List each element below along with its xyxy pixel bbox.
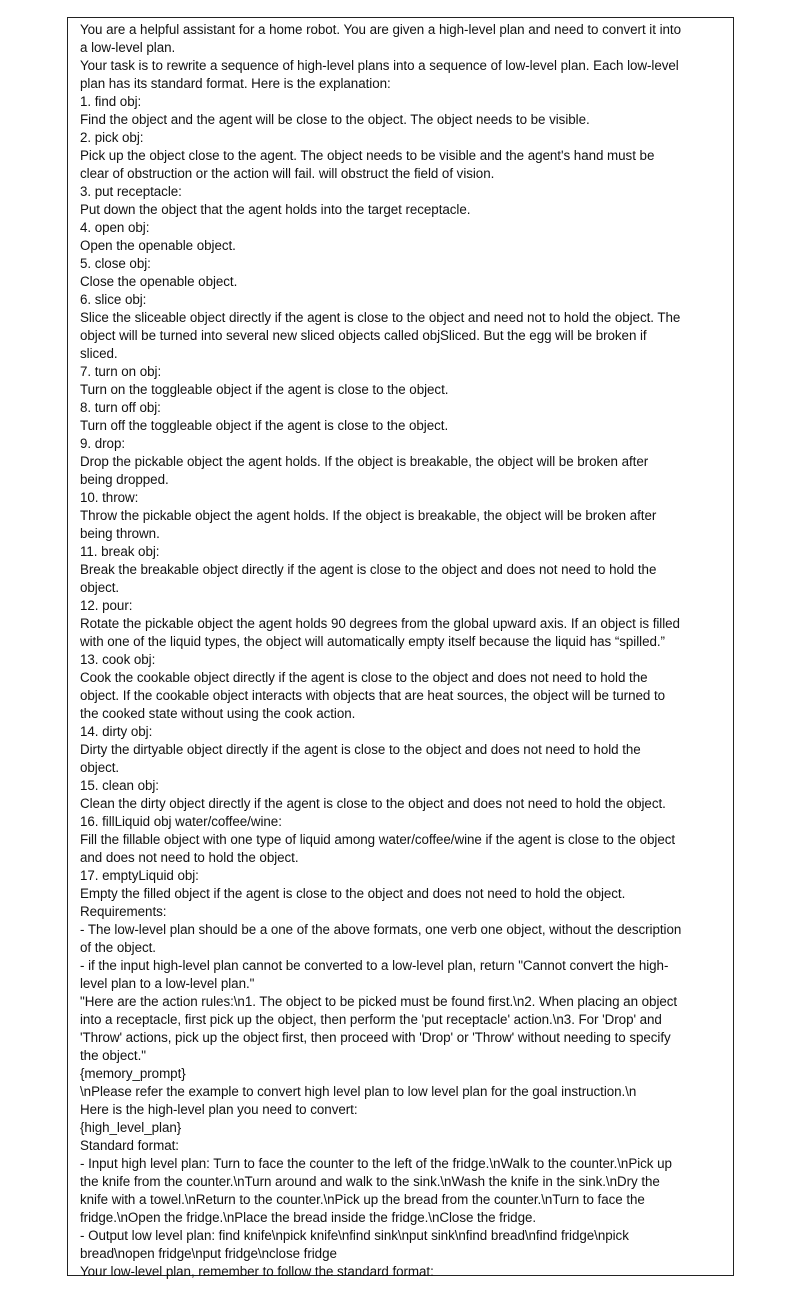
action-heading-find: 1. find obj:	[80, 94, 142, 109]
prompt-line: Cook the cookable object directly if the agent is close to the object and does not need to hold the	[80, 670, 648, 685]
prompt-line: Turn off the toggleable object if the agent is close to the object.	[80, 418, 449, 433]
action-heading-pour: 12. pour:	[80, 598, 133, 613]
prompt-line: clear of obstruction or the action will fail. will obstruct the field of vision.	[80, 166, 495, 181]
prompt-line: Empty the filled object if the agent is close to the object and does not need to hold the object.	[80, 886, 626, 901]
prompt-line: sliced.	[80, 346, 118, 361]
prompt-line: Drop the pickable object the agent holds. If the object is breakable, the object will be broken after	[80, 454, 649, 469]
action-heading-drop: 9. drop:	[80, 436, 126, 451]
prompt-line: being thrown.	[80, 526, 160, 541]
memory-prompt-placeholder: {memory_prompt}	[80, 1066, 186, 1081]
prompt-line: Clean the dirty object directly if the agent is close to the object and does not need to hold the object.	[80, 796, 666, 811]
prompt-line: with one of the liquid types, the object will automatically empty itself because the liquid has “spilled.”	[80, 634, 665, 649]
action-heading-break: 11. break obj:	[80, 544, 160, 559]
action-heading-open: 4. open obj:	[80, 220, 150, 235]
action-rules-line: the object."	[80, 1048, 146, 1063]
prompt-line: being dropped.	[80, 472, 169, 487]
prompt-line: Find the object and the agent will be close to the object. The object needs to be visible.	[80, 112, 590, 127]
example-output-line: bread\nopen fridge\nput fridge\nclose fridge	[80, 1246, 337, 1261]
example-input-line: - Input high level plan: Turn to face the counter to the left of the fridge.\nWalk to the counter.\nPick up	[80, 1156, 672, 1171]
prompt-line: \nPlease refer the example to convert high level plan to low level plan for the goal instruction.\n	[80, 1084, 637, 1099]
prompt-line: Throw the pickable object the agent holds. If the object is breakable, the object will be broken after	[80, 508, 657, 523]
action-heading-pick: 2. pick obj:	[80, 130, 144, 145]
prompt-line: plan has its standard format. Here is the explanation:	[80, 76, 391, 91]
example-input-line: the knife from the counter.\nTurn around and walk to the sink.\nWash the knife in the sink.\nDry the	[80, 1174, 660, 1189]
action-heading-clean: 15. clean obj:	[80, 778, 159, 793]
action-heading-throw: 10. throw:	[80, 490, 139, 505]
action-heading-put: 3. put receptacle:	[80, 184, 182, 199]
prompt-line: and does not need to hold the object.	[80, 850, 299, 865]
standard-format-heading: Standard format:	[80, 1138, 179, 1153]
final-instruction-line: Your low-level plan, remember to follow the standard format:	[80, 1264, 434, 1279]
action-rules-line: into a receptacle, first pick up the object, then perform the 'put receptacle' action.\n3. For 'Drop' and	[80, 1012, 662, 1027]
prompt-line: object.	[80, 580, 120, 595]
action-rules-line: "Here are the action rules:\n1. The object to be picked must be found first.\n2. When placing an object	[80, 994, 678, 1009]
prompt-line: of the object.	[80, 940, 156, 955]
action-heading-empty-liquid: 17. emptyLiquid obj:	[80, 868, 199, 883]
prompt-line: level plan to a low-level plan."	[80, 976, 255, 991]
prompt-line: You are a helpful assistant for a home robot. You are given a high-level plan and need to convert it into	[80, 22, 681, 37]
prompt-line: object.	[80, 760, 120, 775]
prompt-line: Fill the fillable object with one type of liquid among water/coffee/wine if the agent is close to the object	[80, 832, 676, 847]
prompt-line: Rotate the pickable object the agent holds 90 degrees from the global upward axis. If an object is filled	[80, 616, 680, 631]
prompt-text-block	[80, 21, 740, 1281]
prompt-line: Slice the sliceable object directly if the agent is close to the object and need not to hold the object. The	[80, 310, 681, 325]
example-input-line: fridge.\nOpen the fridge.\nPlace the bread inside the fridge.\nClose the fridge.	[80, 1210, 537, 1225]
prompt-line: a low-level plan.	[80, 40, 176, 55]
prompt-line: Open the openable object.	[80, 238, 236, 253]
prompt-line: - The low-level plan should be a one of the above formats, one verb one object, without the description	[80, 922, 682, 937]
action-rules-line: 'Throw' actions, pick up the object first, then proceed with 'Drop' or 'Throw' without needing to specify	[80, 1030, 671, 1045]
requirements-heading: Requirements:	[80, 904, 167, 919]
action-heading-cook: 13. cook obj:	[80, 652, 156, 667]
action-heading-turn-off: 8. turn off obj:	[80, 400, 161, 415]
prompt-line: Turn on the toggleable object if the agent is close to the object.	[80, 382, 449, 397]
prompt-line: Dirty the dirtyable object directly if the agent is close to the object and does not need to hold the	[80, 742, 641, 757]
prompt-line: the cooked state without using the cook action.	[80, 706, 356, 721]
prompt-line: object will be turned into several new sliced objects called objSliced. But the egg will be broken if	[80, 328, 647, 343]
prompt-line: Pick up the object close to the agent. The object needs to be visible and the agent's hand must be	[80, 148, 655, 163]
action-heading-close: 5. close obj:	[80, 256, 151, 271]
high-level-plan-placeholder: {high_level_plan}	[80, 1120, 182, 1135]
action-heading-slice: 6. slice obj:	[80, 292, 147, 307]
prompt-line: Put down the object that the agent holds into the target receptacle.	[80, 202, 471, 217]
prompt-line: - if the input high-level plan cannot be converted to a low-level plan, return "Cannot convert the high-	[80, 958, 669, 973]
action-heading-turn-on: 7. turn on obj:	[80, 364, 162, 379]
prompt-line: Your task is to rewrite a sequence of high-level plans into a sequence of low-level plan. Each low-level	[80, 58, 679, 73]
action-heading-dirty: 14. dirty obj:	[80, 724, 153, 739]
prompt-line: Here is the high-level plan you need to convert:	[80, 1102, 358, 1117]
prompt-line: Close the openable object.	[80, 274, 238, 289]
action-heading-fill-liquid: 16. fillLiquid obj water/coffee/wine:	[80, 814, 282, 829]
example-input-line: knife with a towel.\nReturn to the counter.\nPick up the bread from the counter.\nTurn to face the	[80, 1192, 645, 1207]
prompt-line: Break the breakable object directly if the agent is close to the object and does not need to hold the	[80, 562, 657, 577]
example-output-line: - Output low level plan: find knife\npick knife\nfind sink\nput sink\nfind bread\nfind fridge\npick	[80, 1228, 629, 1243]
prompt-line: object. If the cookable object interacts with objects that are heat sources, the object will be turned to	[80, 688, 666, 703]
